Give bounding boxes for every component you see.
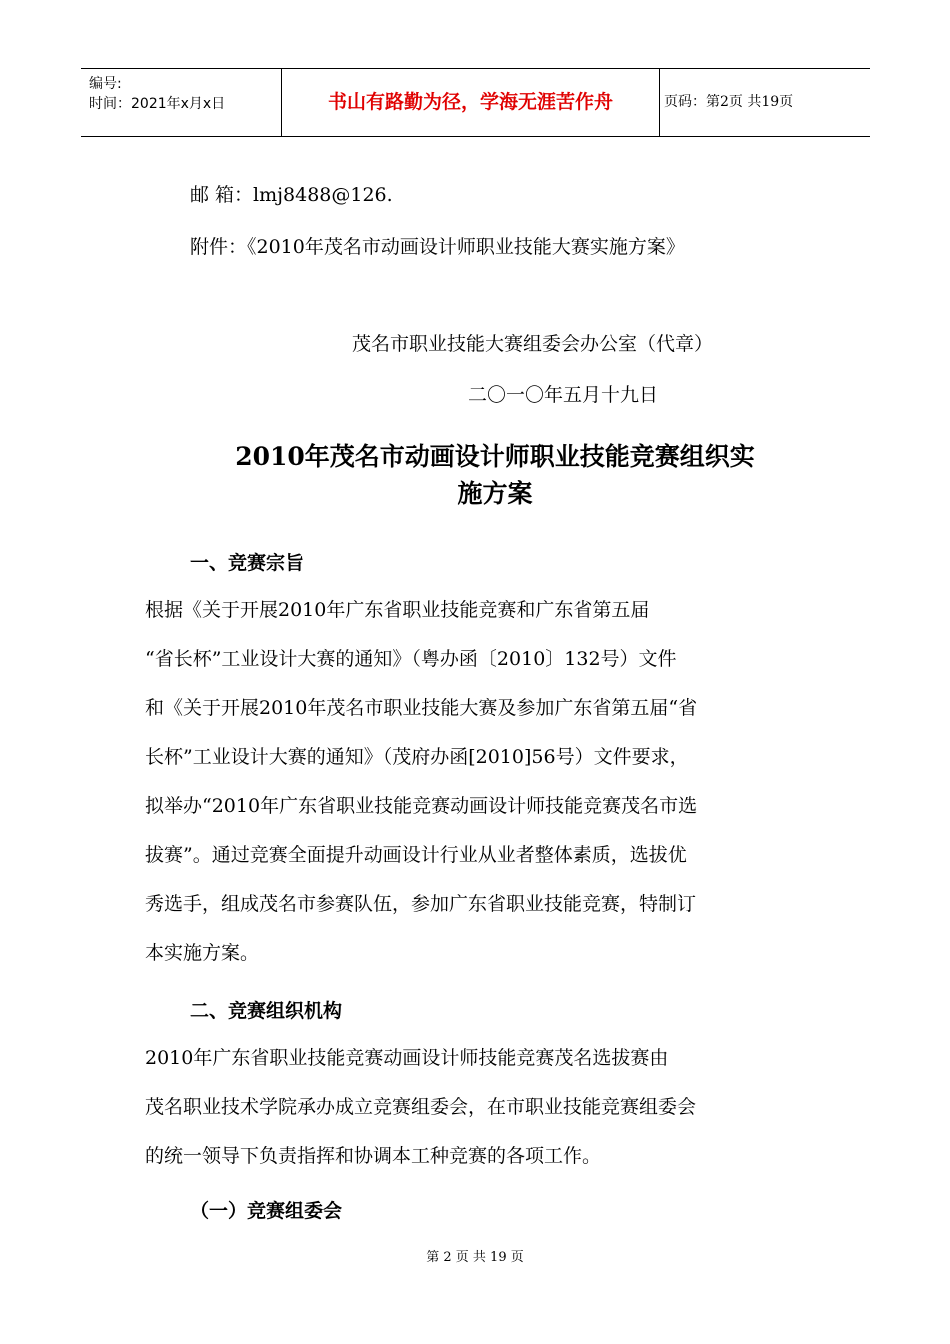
body-line: 秀选手，组成茂名市参赛队伍，参加广东省职业技能竞赛，特制订 <box>145 893 697 915</box>
body-line: 根据《关于开展2010年广东省职业技能竞赛和广东省第五届 <box>145 599 650 621</box>
header-meta-cell <box>81 69 282 136</box>
title-line-2: 施方案 <box>457 479 533 508</box>
signature-date: 二〇一〇年五月十九日 <box>468 384 659 406</box>
section-2-body <box>145 1034 805 1181</box>
section-1-body <box>145 586 805 978</box>
body-line: 长杯”工业设计大赛的通知》（茂府办函[2010]56号）文件要求， <box>145 746 689 768</box>
body-line: 和《关于开展2010年茂名市职业技能大赛及参加广东省第五届“省 <box>145 697 698 719</box>
number-label: 编号: <box>89 76 122 92</box>
signature-org: 茂名市职业技能大赛组委会办公室（代章） <box>352 333 714 355</box>
attachment-line: 附件：《2010年茂名市动画设计师职业技能大赛实施方案》 <box>190 236 685 258</box>
body-line: 茂名职业技术学院承办成立竞赛组委会，在市职业技能竞赛组委会 <box>145 1096 697 1118</box>
body-line: 拟举办“2010年广东省职业技能竞赛动画设计师技能竞赛茂名市选 <box>145 795 698 817</box>
document-header <box>81 68 870 137</box>
section-2-heading: 二、竞赛组织机构 <box>190 1000 343 1022</box>
body-line: 本实施方案。 <box>145 942 260 964</box>
document-title <box>120 438 870 512</box>
page-footer: 第 2 页 共 19 页 <box>426 1250 524 1265</box>
header-page-info: 页码：第2页 共19页 <box>664 94 794 110</box>
time-label: 时间：2021年x月x日 <box>89 96 226 112</box>
body-line: 拔赛”。通过竞赛全面提升动画设计行业从业者整体素质，选拔优 <box>145 844 687 866</box>
subsection-heading: （一）竞赛组委会 <box>190 1200 343 1222</box>
body-line: “省长杯”工业设计大赛的通知》（粤办函〔2010〕132号）文件 <box>145 648 677 670</box>
title-line-1: 2010年茂名市动画设计师职业技能竞赛组织实 <box>235 442 755 471</box>
header-motto: 书山有路勤为径，学海无涯苦作舟 <box>282 69 660 136</box>
body-line: 2010年广东省职业技能竞赛动画设计师技能竞赛茂名选拔赛由 <box>145 1047 669 1069</box>
email-line: 邮 箱：lmj8488@126. <box>190 184 393 206</box>
section-1-heading: 一、竞赛宗旨 <box>190 552 305 574</box>
body-line: 的统一领导下负责指挥和协调本工种竞赛的各项工作。 <box>145 1145 602 1167</box>
